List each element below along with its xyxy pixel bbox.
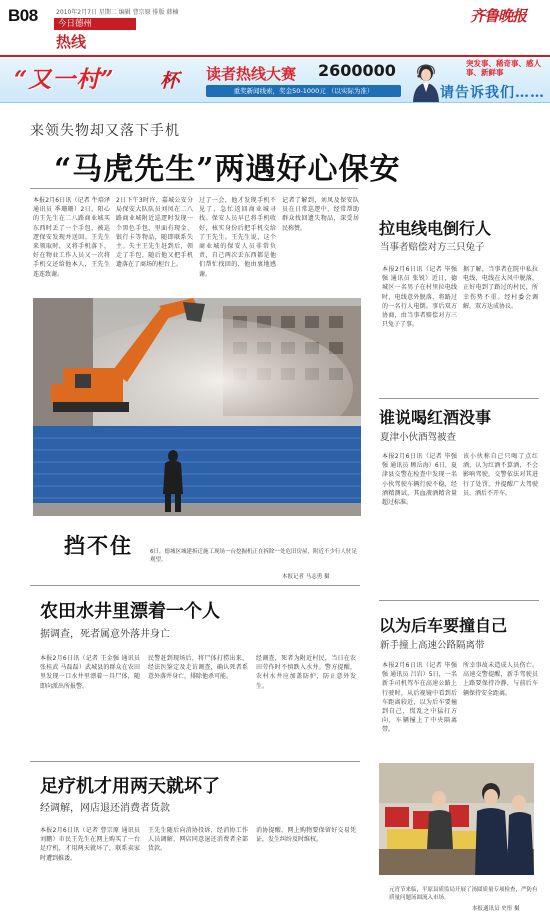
photo-2-caption: 元宵节来临，平原县质监局开展了汤圆质量专项检查，严防有质量问题汤圆流入市场。	[389, 887, 538, 901]
divider	[30, 585, 360, 586]
story-2-headline: 拉电线电倒行人	[379, 219, 492, 238]
story-5-body-col-2: 民警赶到现场后，将尸体打捞出来，经法医鉴定及走访调查，确认死者系意外落井身亡，排除他杀可能。	[148, 655, 248, 681]
story-6-body-col-2: 王先生随后向消协投诉，经消协工作人员调解，网店同意退还消费者全部货款。	[148, 827, 248, 853]
divider	[30, 761, 360, 762]
main-story-kicker: 来领失物却又落下手机	[30, 123, 180, 139]
photo-credit: 本报记者 马志勇 摄	[282, 574, 330, 580]
story-6-headline: 足疗机才用两天就坏了	[40, 776, 220, 797]
story-6-body-col-3: 消协提醒，网上购物要保留好交易凭证，发生纠纷及时维权。	[256, 827, 356, 844]
main-story-body-col-2: 2日下午3时许，嘉城公安分局保安大队队员刘凤在二八路商业城附近巡逻时发现一个黑色手包，里面有现金、银行卡等物品，随即联系失主。失主王先生赶到后，领走了手包，随后他又把手机遗落在了商场的柜台上。	[116, 197, 193, 269]
story-4-subheadline: 新手撞上高速公路隔离带	[380, 640, 485, 651]
divider	[379, 600, 539, 601]
story-6-body-col-1: 本报2月6日讯（记者 曹宗原 通讯员 刘鹏）市民王先生在网上购买了一台足疗机，才用两天就坏了，联系卖家时遭到推诿。	[40, 827, 140, 862]
divider	[30, 188, 358, 189]
story-3-body-col-1: 本报2月6日讯（记者 毕强强 通讯员 顾岳海）6日，夏津县交警在检查中发现一名小伙驾驶车辆行驶不稳，经酒精测试，其血液酒精含量超过标准。	[382, 453, 457, 507]
page-number: B08	[8, 6, 38, 25]
main-story-body-col-1: 本报2月6日讯（记者 牛培泽 通讯员 季珊珊）2日，阳心的王先生在二八路商业城买东西时丢了一个手包，被巡逻保安发现并送回。王先生来领取时，又将手机落下，好在物业工作人员又一次将手机交还给他本人，王先生连连致谢。	[33, 197, 110, 278]
photo-headline: 挡不住	[64, 533, 133, 558]
divider	[379, 398, 539, 399]
story-2-body-col-1: 本报2月6日讯（记者 毕强强 通讯员 张锐）近日，德城区一名男子在村里拉电线时，电线意外脱落，将路过的一名行人电倒。事后双方协商，由当事者赔偿对方三只兔子了事。	[382, 266, 457, 329]
story-5-body-col-1: 本报2月6日讯（记者 王金强 通讯员 张桂武 马磊磊）武城县的群众在农田里发现一口水井里漂着一具尸体，随即向派出所报警。	[40, 655, 140, 690]
story-5-body-col-3: 经调查，死者为附近村民，当日在农田劳作时不慎跌入水井。警方提醒，农村水井应加盖防护，防止意外发生。	[256, 655, 356, 690]
story-2-body-col-2: 据了解，当事者在院中私拉电线，电线在大风中脱落，正好电到了路过的村民，所幸伤势不重。经村委会调解，双方达成协议。	[463, 266, 538, 310]
header-rule	[0, 55, 550, 57]
operator-figure-icon	[408, 62, 444, 102]
story-4-headline: 以为后车要撞自己	[379, 616, 508, 635]
main-story-body-col-3: 过了一会，他才发现手机不见了，急忙返回商业城寻找。保安人员早已将手机收好，核实身份后把手机交给了王先生。王先生说，这个商业城的保安人员非常负责，自己两次丢东西都是他们帮忙找回的，他由衷地感谢。	[199, 197, 276, 278]
section-name-small: 今日德州	[58, 19, 93, 29]
photo-2-credit: 本报通讯员 史彤 摄	[472, 906, 520, 912]
story-4-body-col-2: 所幸事故未造成人员伤亡。高速交警提醒，新手驾驶员上路要保持冷静，与前后车辆保持安全距离。	[463, 662, 538, 697]
story-3-headline: 谁说喝红酒没事	[379, 408, 492, 427]
story-2-subheadline: 当事者赔偿对方三只兔子	[380, 242, 485, 253]
story-6-subheadline: 经调解，网店退还消费者货款	[40, 803, 170, 814]
hotline-contest-banner	[0, 58, 550, 103]
main-story-body-col-4: 记者了解到，刘凤及保安队员在日常巡逻中，经常帮助群众找回遗失物品，深受居民称赞。	[282, 197, 359, 232]
story-3-body-col-2: 该小伙称自己只喝了点红酒，认为红酒不算酒，不会影响驾驶。交警依法对其进行了处罚，并提醒广大驾驶员，酒后不开车。	[463, 453, 538, 497]
banner-title: “又一村”	[14, 66, 115, 93]
story-5-subheadline: 据调查，死者属意外落井身亡	[40, 629, 170, 640]
masthead	[0, 0, 550, 58]
story-3-subheadline: 夏津小伙酒驾被查	[380, 432, 457, 443]
photo-caption: 6日，德城区城建拆迁施工现场一台挖掘机正在拆除一处危旧房屋，附近不少行人驻足观望。	[150, 549, 358, 563]
story-5-headline: 农田水井里漂着一个人	[40, 601, 220, 622]
banner-topics: 突发事、稀奇事、感人事、新鲜事	[466, 59, 541, 77]
main-story-headline: “马虎先生”两遇好心保安	[54, 152, 401, 187]
inspection-photo	[379, 763, 534, 875]
banner-phone-number: 2600000	[318, 61, 396, 80]
paper-logo: 齐鲁晚报	[470, 7, 527, 25]
story-4-body-col-1: 本报2月6日讯（记者 毕强强 通讯员 吕岩）5日，一名新手司机驾车在高速公路上行驶时，从后视镜中看到后车距离较近，以为后车要撞到自己，慌乱之中猛打方向，车辆撞上了中央隔离带。	[382, 662, 457, 734]
banner-call-to-action: 请告诉我们……	[440, 85, 545, 101]
banner-subline: 重奖新闻线索，奖金50-1000元 （以实际为准）	[206, 85, 401, 97]
section-name: 热线	[56, 33, 87, 51]
banner-cup: 杯	[160, 70, 180, 92]
demolition-photo	[33, 298, 361, 516]
date-line: 2010年2月7日 星期二 编辑 曹宗原 排版 韩楠	[56, 9, 179, 16]
banner-contest-name: 读者热线大赛	[206, 65, 297, 83]
